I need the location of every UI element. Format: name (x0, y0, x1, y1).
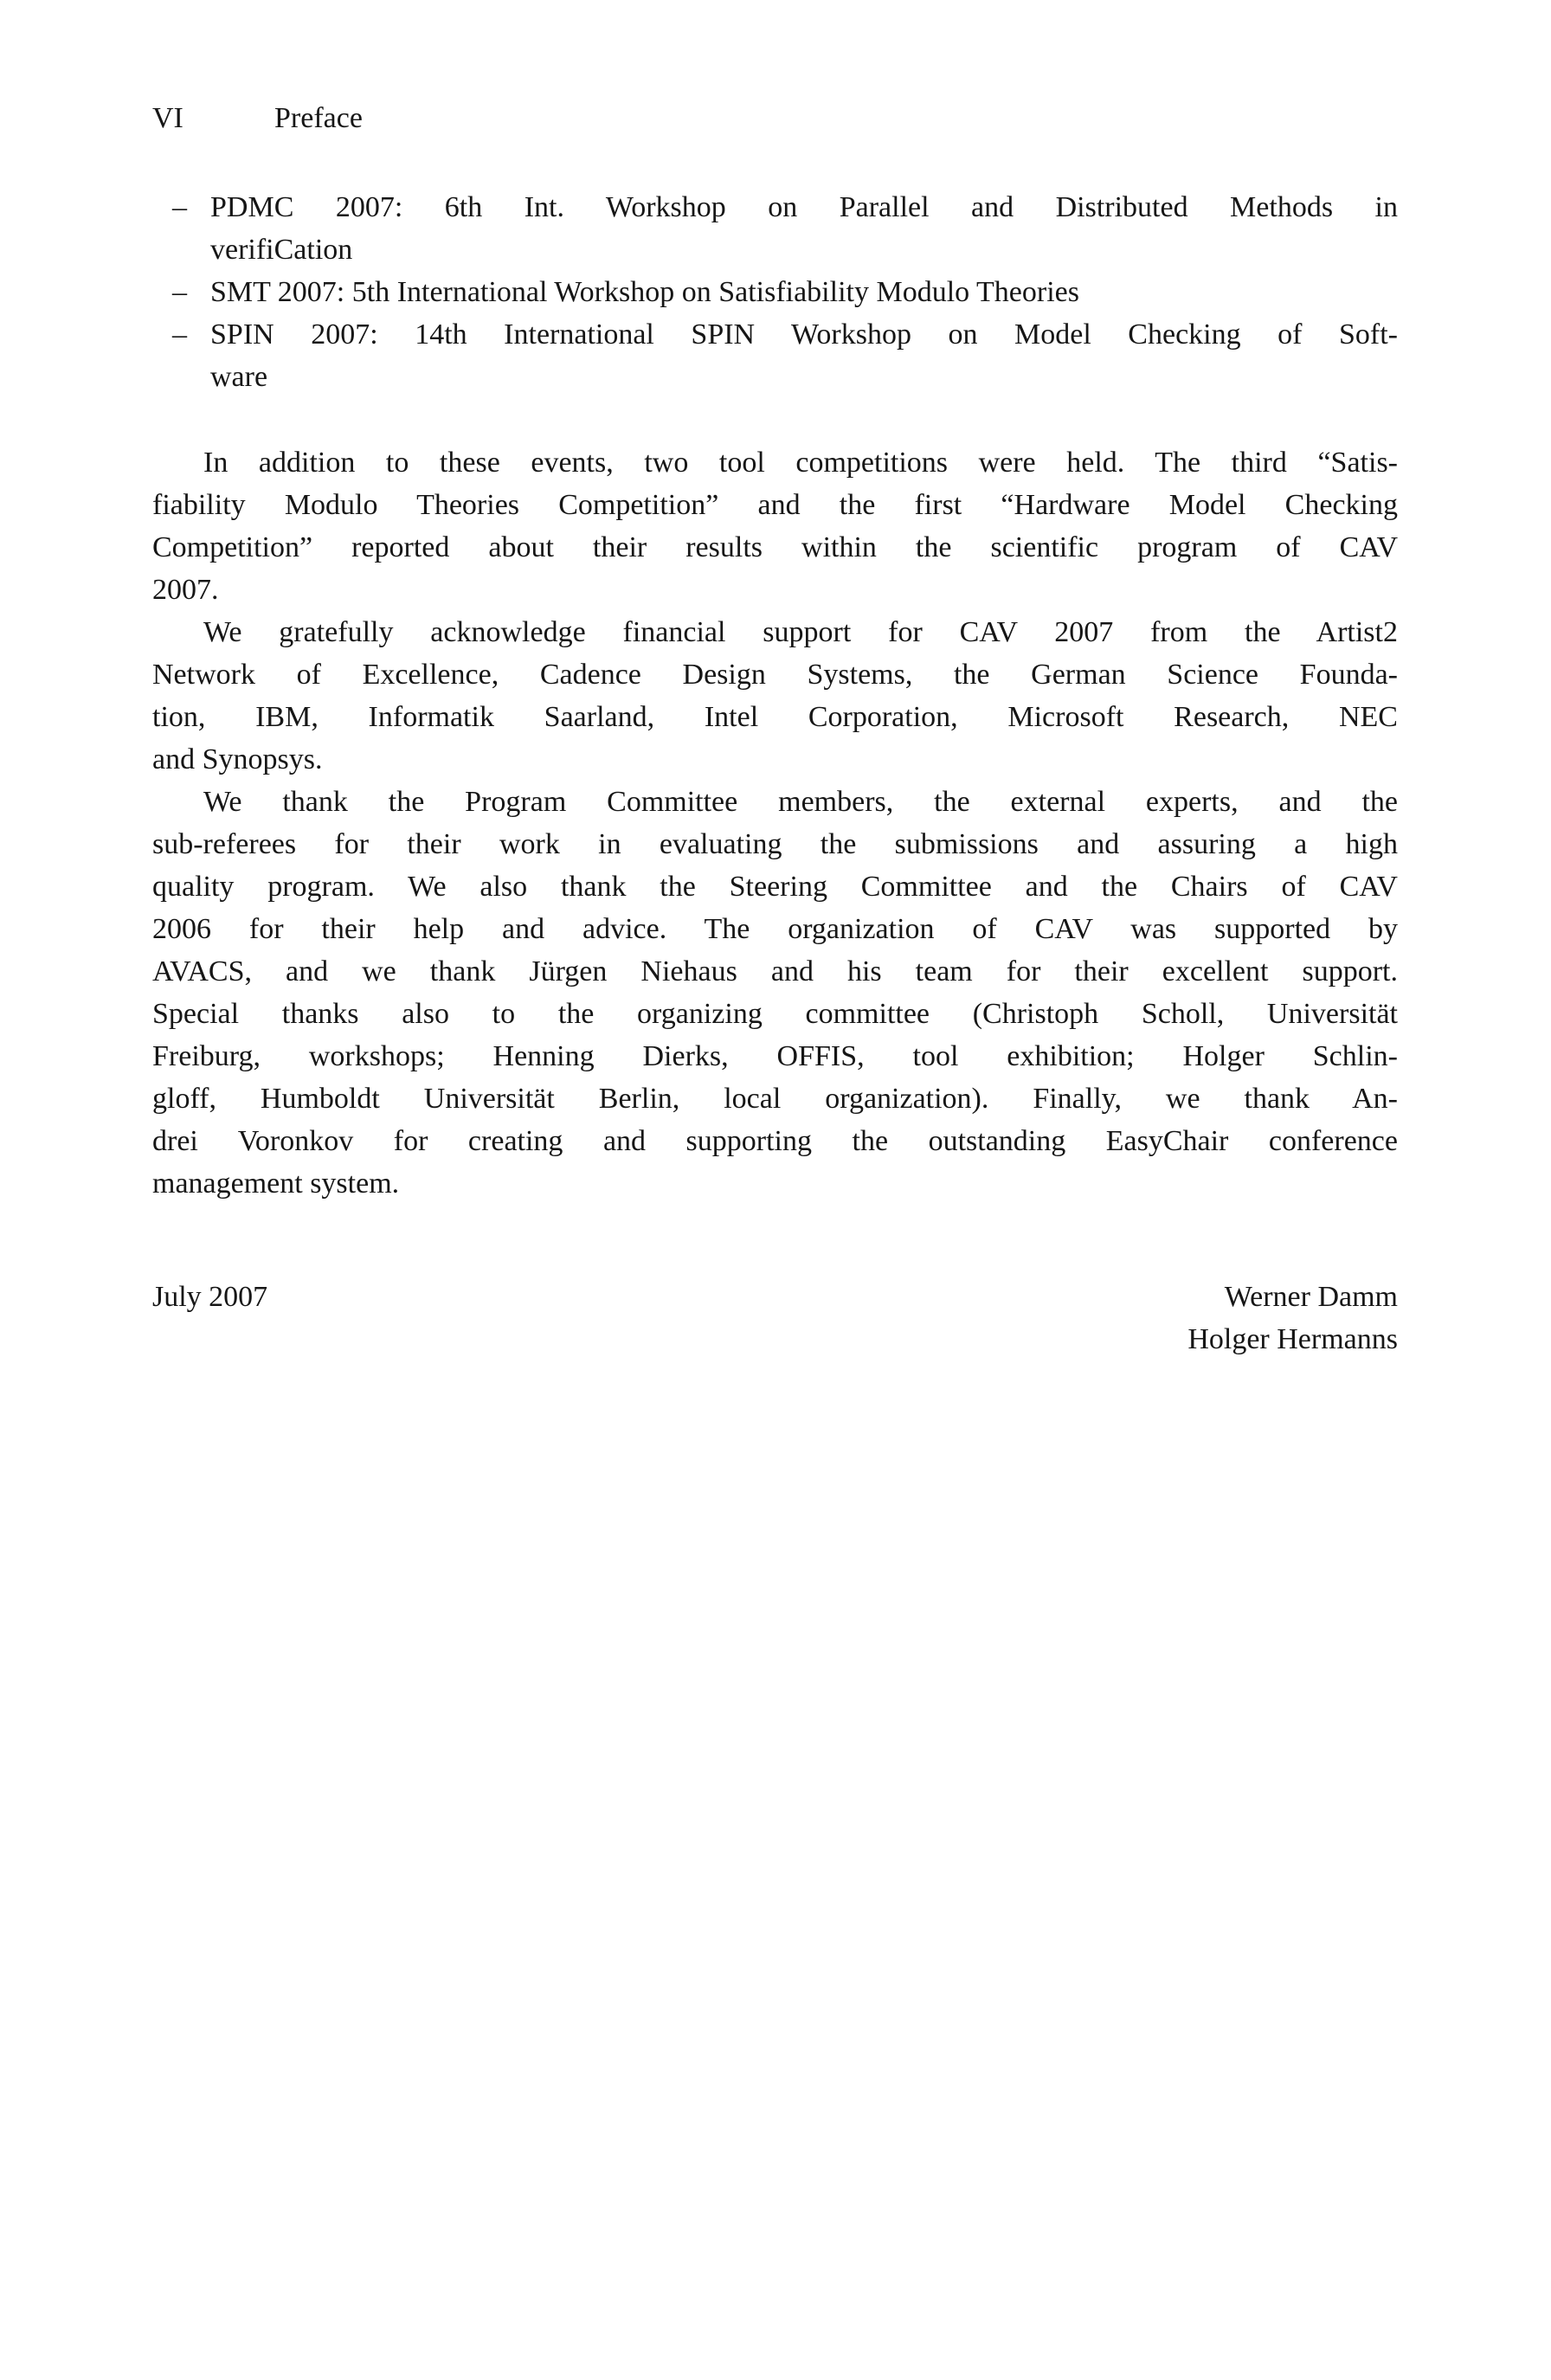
paragraph-line: gloff, Humboldt Universität Berlin, local organization). Finally, we thank An- (152, 1083, 1398, 1115)
signature-row (152, 1318, 1398, 1360)
paragraph-line: sub-referees for their work in evaluating the submissions and assuring a high (152, 828, 1398, 860)
list-item-line: SMT 2007: 5th International Workshop on Satisfiability Modulo Theories (210, 276, 1079, 308)
preface-body (152, 441, 1398, 1205)
paragraph-line: We thank the Program Committee members, the external experts, and the (203, 786, 1398, 818)
paragraph-line: Network of Excellence, Cadence Design Systems, the German Science Founda- (152, 659, 1398, 691)
running-head (152, 97, 1398, 139)
paragraph-line: Freiburg, workshops; Henning Dierks, OFFIS, tool exhibition; Holger Schlin- (152, 1040, 1398, 1072)
paragraph-line: 2007. (152, 574, 219, 606)
dash-bullet-icon: – (172, 276, 187, 308)
paragraph-line: quality program. We also thank the Steering Committee and the Chairs of CAV (152, 871, 1398, 903)
paragraph-line: AVACS, and we thank Jürgen Niehaus and his team for their excellent support. (152, 955, 1398, 987)
paragraph-line: 2006 for their help and advice. The organization of CAV was supported by (152, 913, 1398, 945)
signature-row (152, 1276, 1398, 1318)
signature-date: July 2007 (152, 1281, 268, 1313)
paragraph-line: In addition to these events, two tool competitions were held. The third “Satis- (203, 447, 1398, 479)
paragraph-sponsors (152, 611, 1398, 781)
list-item-line: ware (210, 361, 268, 393)
paragraph-line: We gratefully acknowledge financial support for CAV 2007 from the Artist2 (203, 616, 1398, 648)
dash-bullet-icon: – (172, 318, 187, 351)
signer-name: Holger Hermanns (1187, 1323, 1398, 1355)
list-item-line: verifiCation (210, 234, 353, 266)
paragraph-line: fiability Modulo Theories Competition” and the first “Hardware Model Checking (152, 489, 1398, 521)
dash-bullet-icon: – (172, 191, 187, 223)
page-number: VI (152, 102, 183, 134)
workshop-list (152, 186, 1398, 398)
signature-block (152, 1276, 1398, 1360)
paragraph-thanks (152, 781, 1398, 1205)
paragraph-line: drei Voronkov for creating and supporting the outstanding EasyChair conference (152, 1125, 1398, 1157)
paragraph-line: and Synopsys. (152, 743, 323, 775)
paragraph-competitions (152, 441, 1398, 611)
paragraph-line: Special thanks also to the organizing committee (Christoph Scholl, Universität (152, 998, 1398, 1030)
list-item-line: SPIN 2007: 14th International SPIN Workshop on Model Checking of Soft- (210, 318, 1398, 351)
paragraph-line: Competition” reported about their results within the scientific program of CAV (152, 531, 1398, 563)
list-item-line: PDMC 2007: 6th Int. Workshop on Parallel and Distributed Methods in (210, 191, 1398, 223)
list-item-spin (152, 313, 1398, 356)
list-item-smt (152, 271, 1398, 313)
signer-name: Werner Damm (1224, 1281, 1398, 1313)
paragraph-line: tion, IBM, Informatik Saarland, Intel Corporation, Microsoft Research, NEC (152, 701, 1398, 733)
paragraph-line: management system. (152, 1167, 400, 1200)
list-item-pdmc (152, 186, 1398, 228)
page-title: Preface (274, 102, 363, 134)
